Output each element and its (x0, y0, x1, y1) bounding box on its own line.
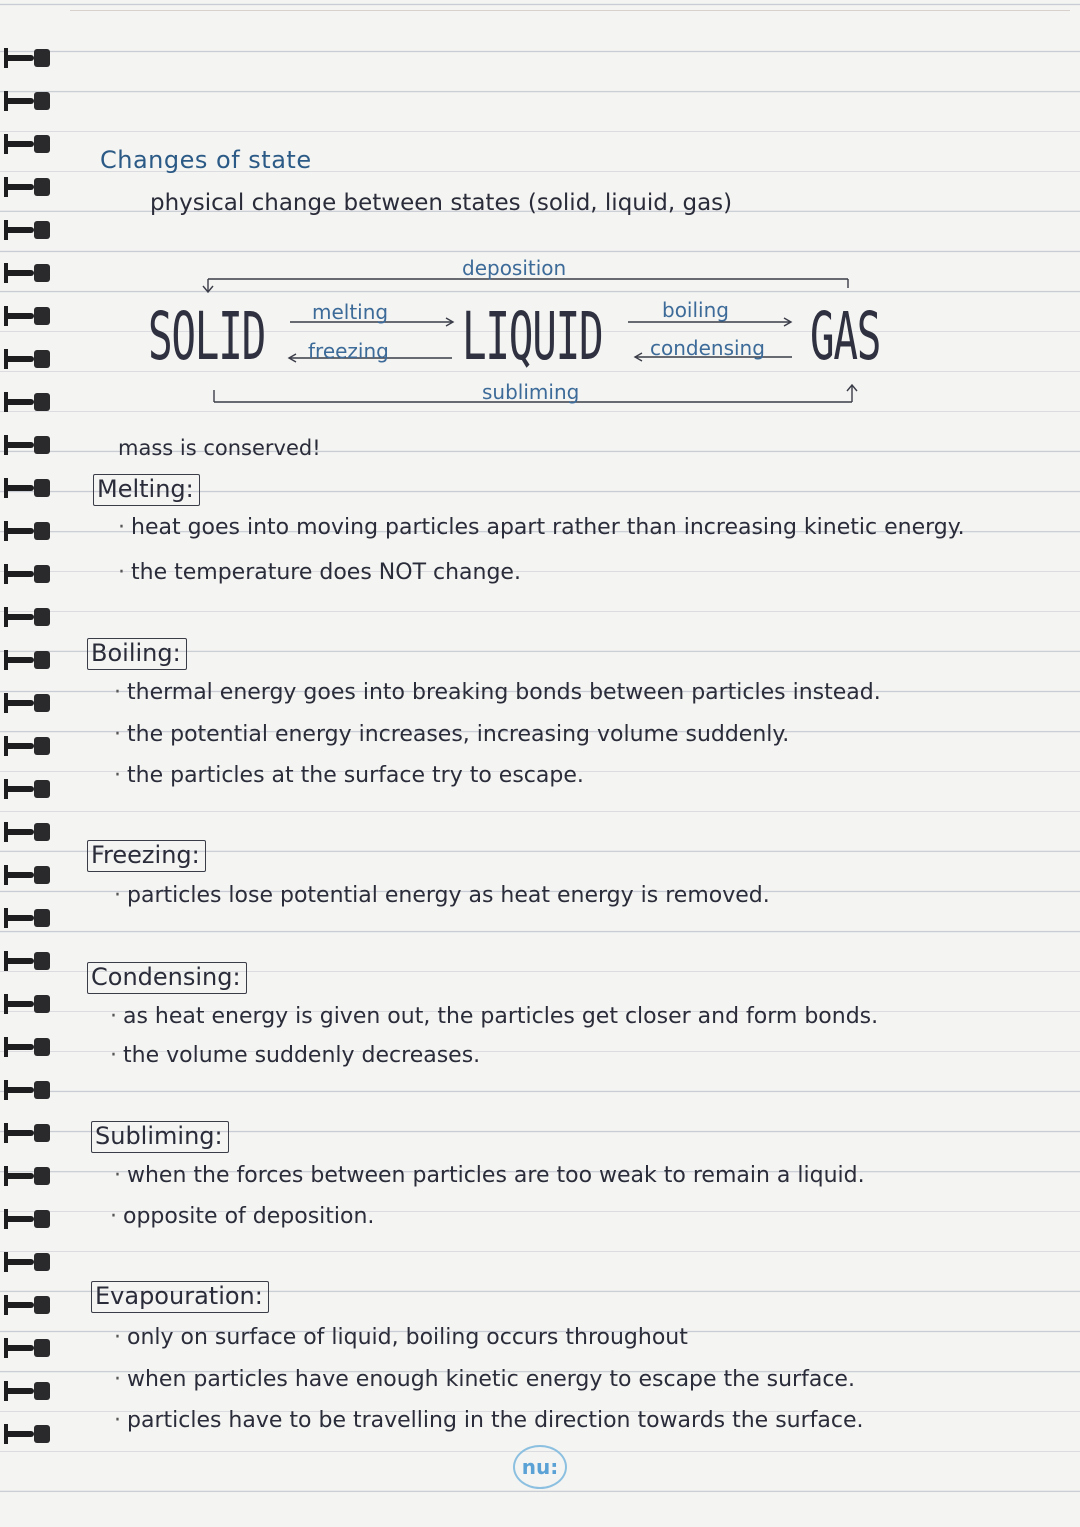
spiral-ring (4, 1037, 48, 1057)
evapouration-point-2: · when particles have enough kinetic energy to escape the surface. (114, 1367, 855, 1392)
boiling-point-3: · the particles at the surface try to escape. (114, 763, 584, 788)
spiral-ring (4, 1166, 48, 1186)
label-deposition: deposition (462, 256, 567, 280)
section-heading-subliming: Subliming: (91, 1121, 229, 1153)
spiral-ring (4, 822, 48, 842)
spiral-ring (4, 779, 48, 799)
evapouration-point-1: · only on surface of liquid, boiling occurs throughout (114, 1325, 688, 1350)
state-liquid: LIQUID (462, 298, 603, 375)
spiral-ring (4, 736, 48, 756)
label-melting: melting (312, 300, 389, 324)
spiral-ring (4, 1252, 48, 1272)
definition-text: physical change between states (solid, liquid, gas) (150, 190, 733, 216)
spiral-ring (4, 693, 48, 713)
subliming-point-1: · when the forces between particles are too weak to remain a liquid. (114, 1163, 865, 1188)
subliming-point-2: · opposite of deposition. (110, 1204, 374, 1229)
spiral-ring (4, 994, 48, 1014)
spiral-ring (4, 607, 48, 627)
spiral-ring (4, 435, 48, 455)
label-condensing: condensing (650, 336, 765, 360)
spiral-ring (4, 908, 48, 928)
mass-conserved-note: mass is conserved! (118, 436, 321, 460)
label-subliming: subliming (482, 380, 580, 404)
page-title: Changes of state (100, 146, 312, 174)
spiral-ring (4, 1381, 48, 1401)
nu-logo: nu: (513, 1445, 567, 1489)
section-heading-freezing: Freezing: (87, 840, 206, 872)
section-heading-condensing: Condensing: (87, 962, 247, 994)
melting-point-1: · heat goes into moving particles apart rather than increasing kinetic energy. (118, 515, 965, 540)
spiral-ring (4, 478, 48, 498)
boiling-point-2: · the potential energy increases, increasing volume suddenly. (114, 722, 789, 747)
spiral-ring (4, 564, 48, 584)
section-heading-melting: Melting: (93, 474, 200, 506)
state-solid: SOLID (148, 298, 265, 375)
spiral-ring (4, 865, 48, 885)
section-heading-boiling: Boiling: (87, 638, 187, 670)
spiral-ring (4, 1123, 48, 1143)
spiral-ring (4, 1209, 48, 1229)
melting-point-2: · the temperature does NOT change. (118, 560, 521, 585)
spiral-ring (4, 1338, 48, 1358)
condensing-point-2: · the volume suddenly decreases. (110, 1043, 480, 1068)
label-boiling: boiling (662, 298, 729, 322)
evapouration-point-3: · particles have to be travelling in the direction towards the surface. (114, 1408, 864, 1433)
spiral-ring (4, 521, 48, 541)
spiral-ring (4, 1295, 48, 1315)
spiral-ring (4, 1080, 48, 1100)
section-heading-evapouration: Evapouration: (91, 1281, 269, 1313)
freezing-point-1: · particles lose potential energy as heat energy is removed. (114, 883, 770, 908)
condensing-point-1: · as heat energy is given out, the particles get closer and form bonds. (110, 1004, 878, 1029)
spiral-ring (4, 650, 48, 670)
spiral-ring (4, 1424, 48, 1444)
boiling-point-1: · thermal energy goes into breaking bonds between particles instead. (114, 680, 881, 705)
spiral-ring (4, 951, 48, 971)
state-gas: GAS (810, 298, 881, 375)
label-freezing: freezing (308, 339, 389, 363)
